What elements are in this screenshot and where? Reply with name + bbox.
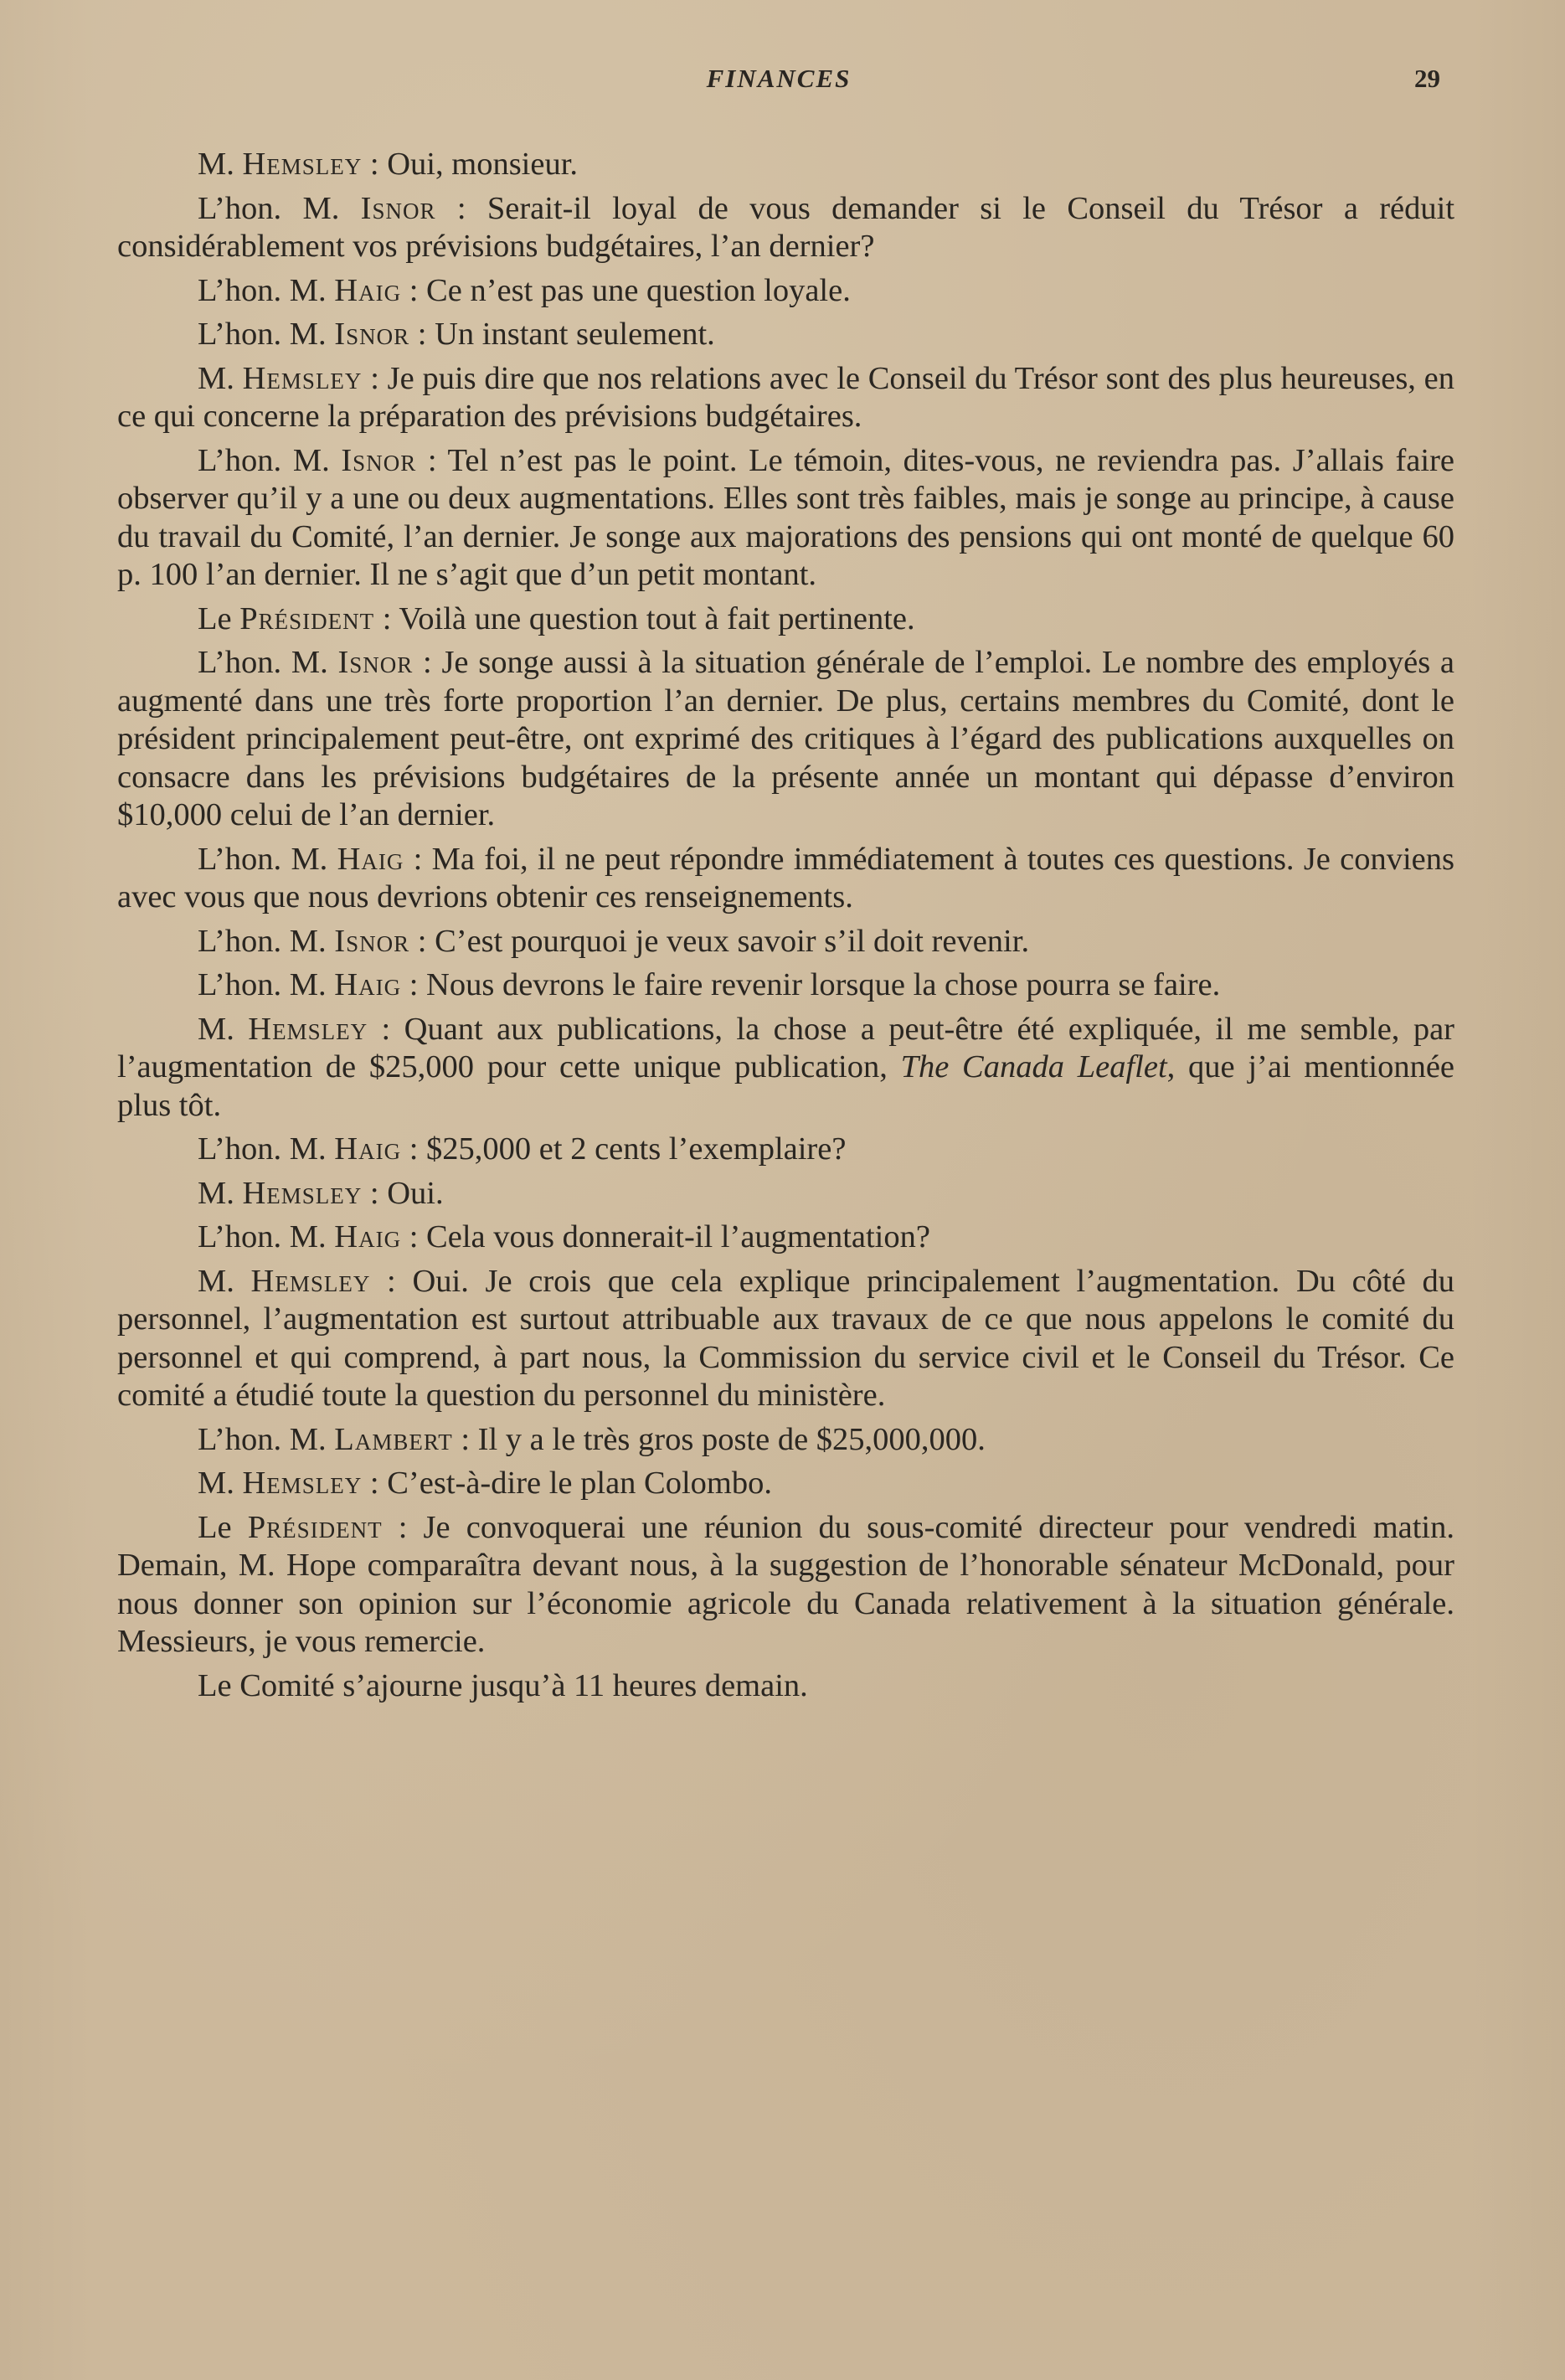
paragraph-text: Serait-il loyal de vous demander si le Conseil du Trésor a réduit considérablement vos prévisions budgétaires, l’an dernier? [117,190,1455,264]
paragraph-text: Cela vous donnerait-il l’augmentation? [426,1219,930,1254]
speaker-title: M. [198,147,234,182]
speaker-separator: : [409,317,435,352]
speaker-separator: : [409,923,435,959]
speaker-title: L’hon. M. [198,1421,327,1457]
speaker-title: L’hon. M. [198,317,327,352]
speaker-separator: : [370,1263,413,1299]
speaker-name: Haig [334,1131,402,1167]
paragraph [117,1175,1454,1213]
speaker-name: Hemsley [250,1263,371,1299]
speaker-name: Hemsley [242,1175,363,1211]
speaker-separator: : [374,600,399,636]
speaker-name: Haig [334,272,402,308]
paragraph-text: Ma foi, il ne peut répondre immédiatement à toutes ces questions. Je conviens avec vous que nous devrions obtenir ces renseignements. [117,841,1455,914]
speaker-separator: : [362,147,388,182]
paragraph [117,1509,1454,1661]
paragraph [117,841,1454,917]
paragraph-text: Le Comité s’ajourne jusqu’à 11 heures demain. [198,1667,808,1703]
speaker-title: M. [198,1466,234,1501]
speaker-separator: : [401,272,427,308]
speaker-separator: : [362,360,388,396]
paragraph [117,442,1454,595]
speaker-title: L’hon. M. [198,645,328,680]
paragraph-text: Nous devrons le faire revenir lorsque la chose pourra se faire. [426,967,1221,1002]
speaker-name: Isnor [337,645,414,680]
paragraph [117,1263,1454,1415]
paragraph-text: Quant aux publications, la chose a peut-être été expliquée, il me semble, par l’augmentation de $25,000 pour cette unique publication, [117,1011,1455,1084]
speaker-name: Hemsley [242,360,363,396]
speaker-title: L’hon. M. [198,841,328,877]
speaker-name: Hemsley [242,1466,363,1501]
paragraph-text: Ce n’est pas une question loyale. [426,272,851,308]
speaker-name: Isnor [334,317,410,352]
speaker-name: Haig [334,1219,402,1254]
paragraph-text: Je puis dire que nos relations avec le Conseil du Trésor sont des plus heureuses, en ce qui concerne la préparation des prévisions budgétaires. [117,360,1455,434]
paragraph-text: Oui. [387,1175,444,1211]
paragraph [117,360,1454,436]
speaker-title: L’hon. M. [198,442,330,478]
paragraph-text: Voilà une question tout à fait pertinente. [399,600,915,636]
paragraph-text-tail: , que j’ai mentionnée plus tôt. [117,1049,1454,1123]
speaker-title: L’hon. M. [198,1219,327,1254]
speaker-title: Le [198,1509,232,1545]
paragraph-text: Tel n’est pas le point. Le témoin, dites-vous, ne reviendra pas. J’allais faire observer qu’il y a une ou deux augmentations. Elles sont très faibles, mais je songe au principe, à cause du travail du Comité, l’an dernier. Je songe aux majorations des pensions qui ont monté de quelque 60 p. 100 l’an dernier. Il ne s’agit que d’un petit montant. [117,442,1454,592]
speaker-title: Le [198,600,232,636]
speaker-name: Haig [334,967,402,1002]
paragraph [117,966,1454,1005]
paragraph-text: Il y a le très gros poste de $25,000,000. [477,1421,986,1457]
speaker-separator: : [362,1175,388,1211]
paragraph-text: C’est-à-dire le plan Colombo. [387,1466,772,1501]
speaker-name: Haig [337,841,404,877]
paragraph-text: Je convoquerai une réunion du sous-comité directeur pour vendredi matin. Demain, M. Hope comparaîtra devant nous, à la suggestion de l’honorable sénateur McDonald, pour nous donner son opinion sur l’économie agricole du Canada relativement à la situation générale. Messieurs, je vous remercie. [117,1509,1454,1659]
paragraph [117,644,1454,835]
paragraph-text: C’est pourquoi je veux savoir s’il doit revenir. [435,923,1030,959]
speaker-separator: : [382,1509,424,1545]
paragraph-text: $25,000 et 2 cents l’exemplaire? [426,1131,847,1167]
speaker-title: M. [198,1011,234,1047]
speaker-name: Isnor [341,442,417,478]
speaker-name: Hemsley [242,147,363,182]
section-title: FINANCES [706,64,852,93]
speaker-title: L’hon. M. [198,190,340,226]
speaker-separator: : [413,645,442,680]
speaker-title: L’hon. M. [198,923,327,959]
speaker-name: Lambert [334,1421,453,1457]
paragraph [117,1218,1454,1257]
paragraph [117,923,1454,961]
speaker-separator: : [401,1131,427,1167]
speaker-title: L’hon. M. [198,967,327,1002]
adjournment-note [117,1667,1454,1706]
paragraph [117,600,1454,639]
speaker-name: Président [247,1509,383,1545]
speaker-title: M. [198,360,234,396]
paragraph [117,190,1454,266]
speaker-separator: : [404,841,432,877]
paragraph [117,1011,1454,1126]
paragraph [117,146,1454,184]
paragraph-text: Oui. Je crois que cela explique principalement l’augmentation. Du côté du personnel, l’augmentation est surtout attribuable aux travaux de ce que nous appelons le comité du personnel et qui comprend, à part nous, la Commission du service civil et le Conseil du Trésor. Ce comité a étudié toute la question du personnel du ministère. [117,1263,1454,1413]
speaker-title: L’hon. M. [198,1131,327,1167]
speaker-name: Isnor [360,190,436,226]
speaker-name: Hemsley [248,1011,368,1047]
speaker-title: M. [198,1175,234,1211]
paragraph-text: Oui, monsieur. [387,147,579,182]
running-head [117,64,1440,100]
paragraph [117,1465,1454,1503]
speaker-separator: : [416,442,448,478]
paragraph [117,1131,1454,1169]
paragraph [117,316,1454,354]
paragraph-text: Je songe aussi à la situation générale de l’emploi. Le nombre des employés a augmenté dans une très forte proportion l’an dernier. De plus, certains membres du Comité, dont le président principalement peut-être, ont exprimé des critiques à l’égard des publications auxquelles on consacre dans les prévisions budgétaires de la présente année un montant qui dépasse d’environ $10,000 celui de l’an dernier. [117,645,1454,832]
paragraph [117,272,1454,311]
speaker-title: M. [198,1263,234,1299]
speaker-separator: : [362,1466,388,1501]
speaker-separator: : [401,967,427,1002]
speaker-name: Président [239,600,375,636]
speaker-separator: : [452,1421,478,1457]
publication-title: The Canada Leaflet [900,1049,1167,1084]
speaker-separator: : [368,1011,404,1047]
paragraph-text: Un instant seulement. [435,317,715,352]
paragraph [117,1421,1454,1460]
speaker-title: L’hon. M. [198,272,327,308]
speaker-name: Isnor [334,923,410,959]
speaker-separator: : [401,1219,427,1254]
transcript-body [117,146,1454,1711]
speaker-separator: : [435,190,487,226]
page-number: 29 [1414,64,1440,93]
